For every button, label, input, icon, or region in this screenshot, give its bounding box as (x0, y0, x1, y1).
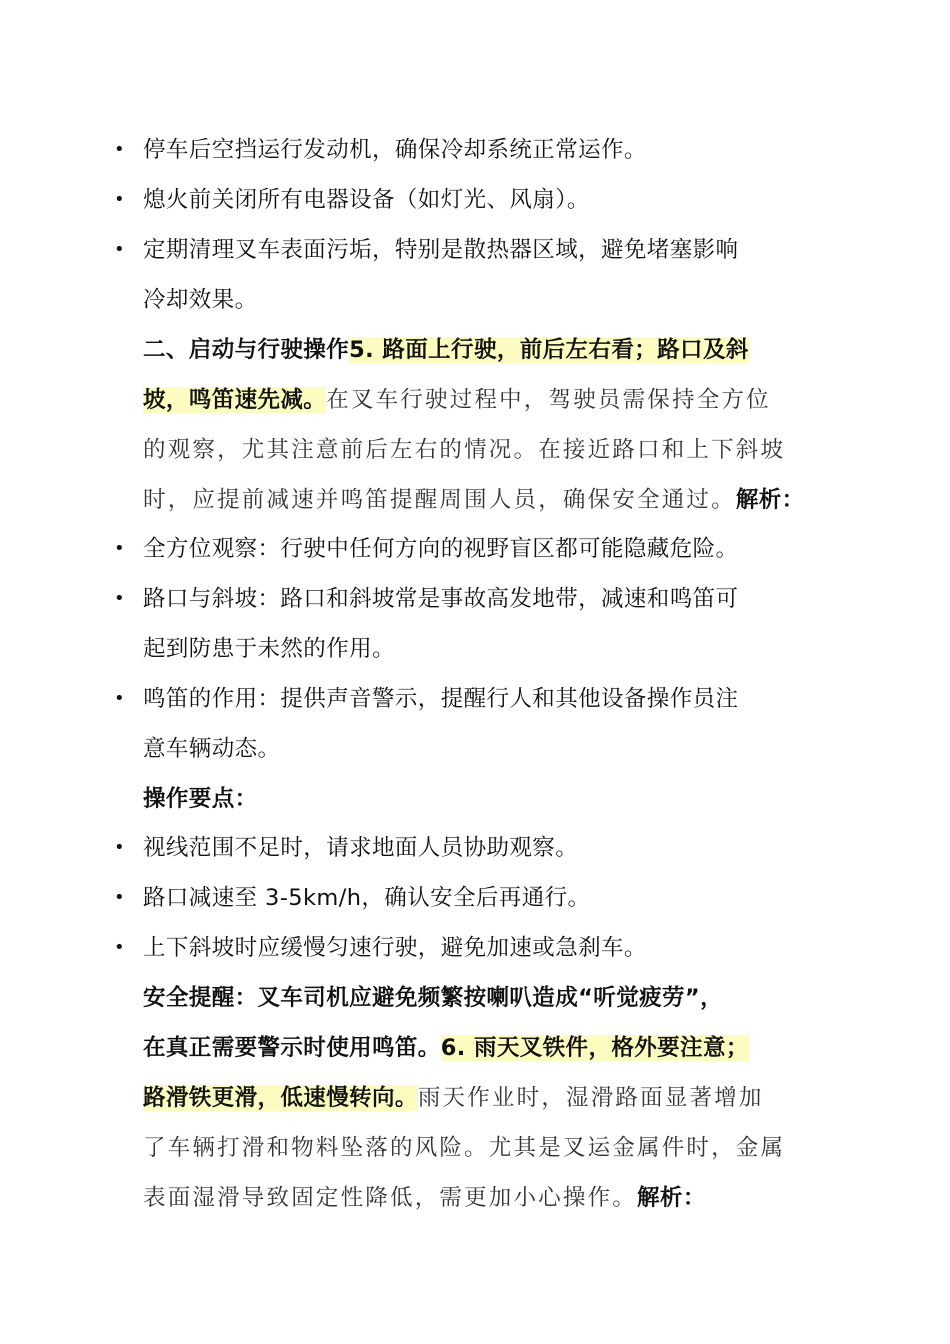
list-item: 视线范围不足时，请求地面人员协助观察。 (143, 835, 579, 861)
bullet-marker: • (114, 538, 125, 559)
section-line (143, 334, 749, 366)
paragraph-text: 的观察，尤其注意前后左右的情况。在接近路口和上下斜坡 (143, 437, 786, 463)
section-heading: 二、启动与行驶操作 (143, 337, 350, 363)
rule-highlight: 5. 路面上行驶，前后左右看；路口及斜 (349, 337, 749, 363)
paragraph-line (143, 484, 805, 516)
bullet-marker: • (114, 588, 125, 609)
paragraph-line (143, 1182, 706, 1214)
paragraph-text: 雨天作业时，湿滑路面显著增加 (417, 1085, 764, 1111)
analysis-label: 解析： (735, 487, 805, 513)
bullet-marker: • (114, 139, 125, 160)
list-item: 上下斜坡时应缓慢匀速行驶，避免加速或急刹车。 (143, 935, 647, 961)
list-item-continuation: 意车辆动态。 (143, 736, 281, 762)
safety-reminder: 安全提醒：叉车司机应避免频繁按喇叭造成“听觉疲劳”， (143, 985, 723, 1011)
rule-highlight: 6. 雨天叉铁件，格外要注意； (440, 1035, 749, 1061)
rule-highlight: 坡，鸣笛速先减。 (143, 387, 327, 413)
list-item: 停车后空挡运行发动机，确保冷却系统正常运作。 (143, 137, 647, 163)
paragraph-line (143, 384, 771, 416)
analysis-label: 解析： (637, 1185, 706, 1211)
paragraph-text: 表面湿滑导致固定性降低，需更加小心操作。 (143, 1185, 638, 1211)
subheading: 操作要点： (143, 786, 258, 812)
list-item: 鸣笛的作用：提供声音警示，提醒行人和其他设备操作员注 (143, 686, 739, 712)
paragraph-text: 时，应提前减速并鸣笛提醒周围人员，确保安全通过。 (143, 487, 736, 513)
list-item-continuation: 起到防患于未然的作用。 (143, 636, 395, 662)
list-item: 全方位观察：行驶中任何方向的视野盲区都可能隐藏危险。 (143, 536, 739, 562)
bullet-marker: • (114, 189, 125, 210)
list-item: 定期清理叉车表面污垢，特别是散热器区域，避免堵塞影响 (143, 237, 739, 263)
safety-reminder: 在真正需要警示时使用鸣笛。 (143, 1035, 441, 1061)
bullet-marker: • (114, 937, 125, 958)
paragraph-line (143, 1082, 764, 1114)
bullet-marker: • (114, 887, 125, 908)
list-item: 熄火前关闭所有电器设备（如灯光、风扇）。 (143, 187, 590, 213)
bullet-marker: • (114, 239, 125, 260)
rule-highlight: 路滑铁更滑，低速慢转向。 (143, 1085, 418, 1111)
list-item: 路口与斜坡：路口和斜坡常是事故高发地带，减速和鸣笛可 (143, 586, 739, 612)
paragraph-line (143, 1032, 749, 1064)
paragraph-text: 在叉车行驶过程中，驾驶员需保持全方位 (326, 387, 771, 413)
bullet-marker: • (114, 837, 125, 858)
bullet-marker: • (114, 688, 125, 709)
list-item-continuation: 冷却效果。 (143, 287, 258, 313)
paragraph-text: 了车辆打滑和物料坠落的风险。尤其是叉运金属件时，金属 (143, 1135, 786, 1161)
list-item: 路口减速至 3-5km/h，确认安全后再通行。 (143, 885, 591, 911)
